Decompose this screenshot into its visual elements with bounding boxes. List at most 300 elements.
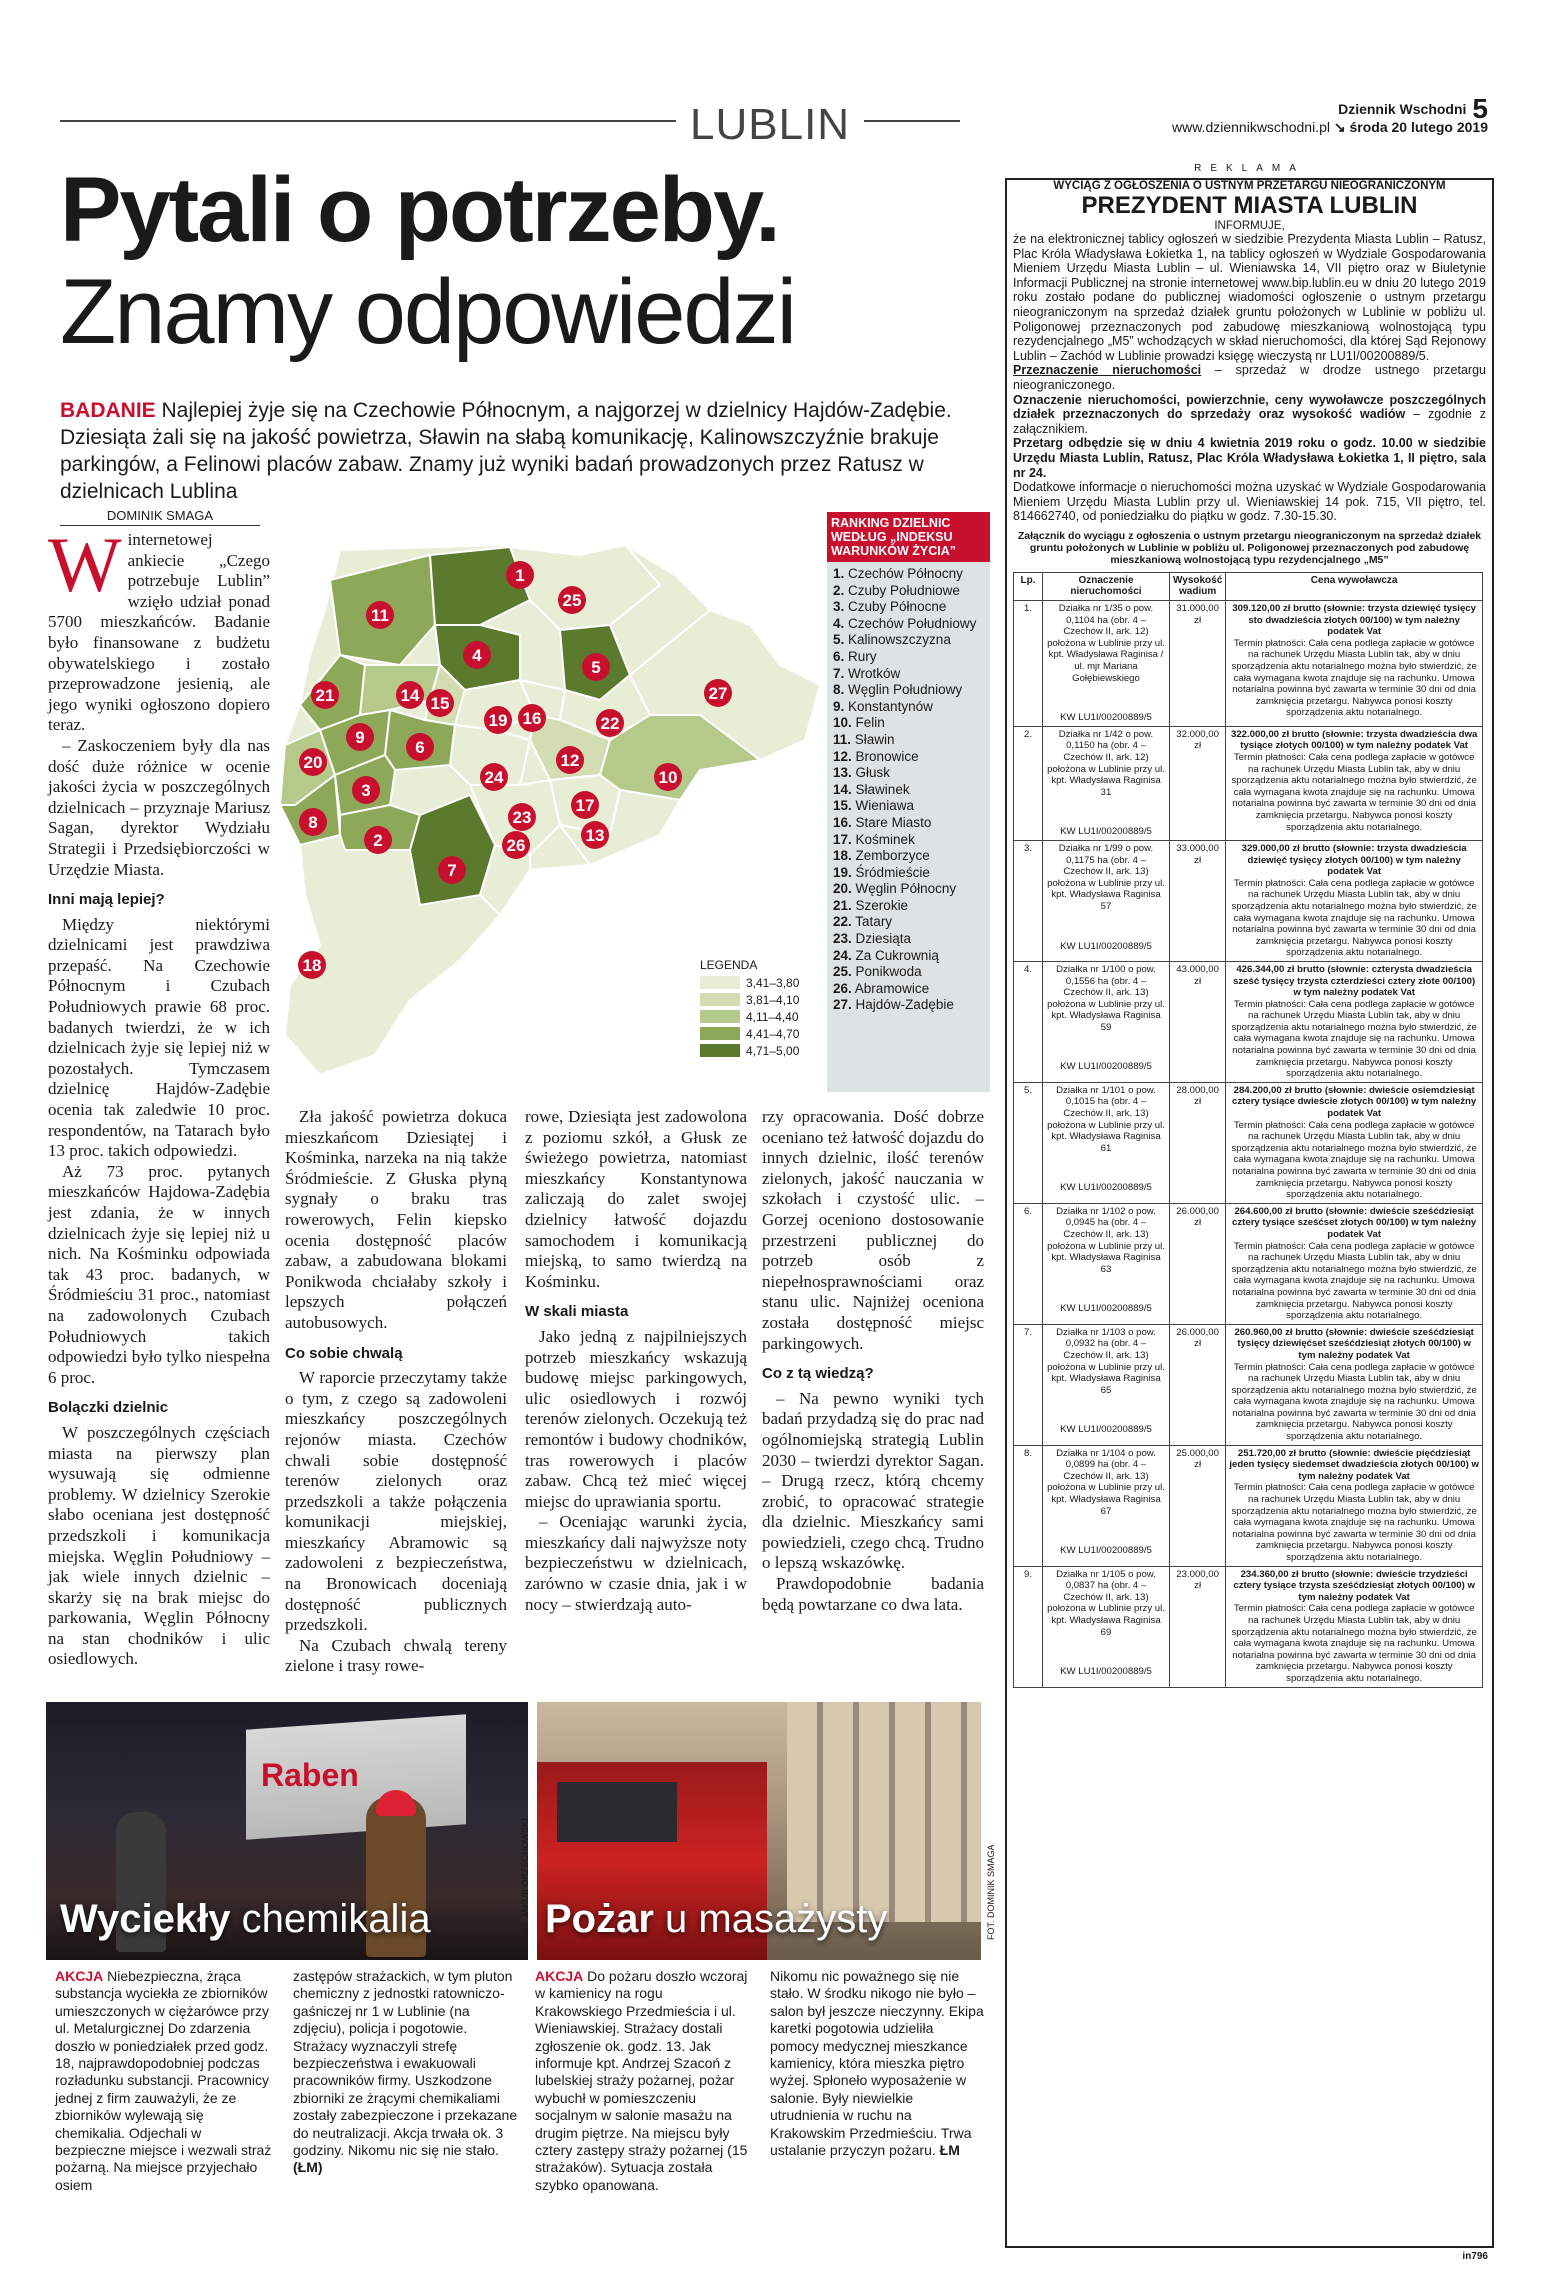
ranking-item xyxy=(833,914,990,931)
ranking-number: 7. xyxy=(833,665,845,681)
plot-kw: KW LU1I/00200889/5 xyxy=(1060,1061,1152,1073)
ranking-district: Kośminek xyxy=(855,831,915,847)
cell-cena xyxy=(1226,1445,1483,1566)
map-label-21: 21 xyxy=(315,686,335,705)
cell-cena xyxy=(1226,840,1483,961)
map-legend xyxy=(700,958,799,1059)
plot-kw: KW LU1I/00200889/5 xyxy=(1060,712,1152,724)
ranking-district: Hajdów-Zadębie xyxy=(855,997,954,1013)
plot-wadium: 31.000,00 zł xyxy=(1176,603,1219,626)
ranking-district: Szerokie xyxy=(855,897,909,913)
announcement-dodatkowe: Dodatkowe informacje o nieruchomości można uzyskać w Wydziale Gospodarowania Mieniem Urzędu Miasta Lublin przy ul. Wieniawskiej 14 pok. 715, VII piętro, tel. 814662740, od poniedziałku do piątku w godz. 7.30-15.30. xyxy=(1013,480,1486,524)
ranking-district: Sławin xyxy=(854,731,895,747)
cell-wadium xyxy=(1170,961,1226,1082)
ranking-item xyxy=(833,682,990,699)
ranking-number: 20. xyxy=(833,881,852,897)
ad-code: in796 xyxy=(1462,2251,1488,2262)
ranking-item xyxy=(833,832,990,849)
dropcap: W xyxy=(48,521,122,608)
ranking-number: 5. xyxy=(833,632,845,648)
photo-fire xyxy=(537,1702,981,1960)
photo2-credit: FOT. DOMINIK SMAGA xyxy=(986,1844,996,1940)
row-number: 5. xyxy=(1023,1084,1032,1096)
cell-wadium xyxy=(1170,1324,1226,1445)
map-label-6: 6 xyxy=(415,738,425,757)
table-row xyxy=(1014,1445,1483,1566)
ranking-district: Za Cukrownią xyxy=(855,947,939,963)
ranking-number: 2. xyxy=(833,582,845,598)
ranking-item xyxy=(833,749,990,766)
ranking-district: Węglin Północny xyxy=(855,881,957,897)
cell-opis xyxy=(1043,961,1170,1082)
brief1-text-a: Niebezpieczna, żrąca substancja wyciekła ze zbiorników umieszczonych w ciężarówce przy ul. Metalurgicznej Do zdarzenia doszło w poniedziałek przed godz. 18, najprawdopodobniej podczas rozładunku substancji. Pracownicy jednej z firm zauważyli, że ze zbiorników wylewają się chemikalia. Odjechali w bezpieczne miejsce i wezwali straż pożarną. Na miejsce przyjechało osiem xyxy=(55,1968,272,2193)
plot-kw: KW LU1I/00200889/5 xyxy=(1060,826,1152,838)
table-row xyxy=(1014,601,1483,727)
lead-text: Najlepiej żyje się na Czechowie Północnym, a najgorzej w dzielnicy Hajdów-Zadębie. Dziesiąta żali się na jakość powietrza, Sławin na słabą komunikację, Kalinowszczyźnie brakuje parkingów, a Felinowi placów zabaw. Znamy już wyniki badań prowadzonych przez Ratusz w dzielnicach Lublina xyxy=(60,399,952,503)
col1-paragraph-5: W poszczególnych częściach miasta na pierwszy plan wysuwają się odmienne problemy. W dzielnicy Szerokie słabo oceniana jest dostępność przedszkoli i komunikacja miejska. Węglin Południowy – jak wiele innych dzielnic – skarży się na brak miejsc do parkowania, Węglin Północny na stan chodników i ulic osiedlowych. xyxy=(48,1422,270,1669)
row-number: 1. xyxy=(1023,603,1032,615)
ranking-district: Kalinowszczyzna xyxy=(848,632,951,648)
table-row xyxy=(1014,1082,1483,1203)
plot-price: 251.720,00 zł brutto (słownie: dwieście pięćdziesiąt jeden tysięcy siedemset dwadzieścia złotych 00/100) w tym należny podatek Vat xyxy=(1229,1447,1479,1482)
ranking-number: 25. xyxy=(833,964,852,980)
map-label-13: 13 xyxy=(585,826,605,845)
cell-opis xyxy=(1043,1082,1170,1203)
plots-table-header xyxy=(1014,572,1483,600)
cell-wadium xyxy=(1170,726,1226,840)
table-row xyxy=(1014,1203,1483,1324)
ranking-number: 1. xyxy=(833,566,845,581)
plot-terms: Termin płatności: Cała cena podlega zapłacie w gotówce na rachunek Urzędu Miasta Lublin tak, aby w dniu sporządzenia aktu notarialnego można było stwierdzić, że cała wymagana kwota znajduje się na rachunku. Umowa notarialna powinna być zawarta w terminie 30 dni od dnia zamknięcia przetargu. Nabywca ponosi koszty sporządzenia aktu notarialnego. xyxy=(1231,877,1477,959)
ranking-item xyxy=(833,782,990,799)
photo1-credit: FOT. JAKUB ORZECHOWSKI xyxy=(520,1818,530,1940)
col3-paragraph-1: rowe, Dziesiąta jest zadowolona z poziomu szkół, a Głusk ze świeżego powietrza, natomiast mieszkańcy Konstantynowa zaliczają do zalet swojej dzielnicy łatwość dojazdu samochodem i komunikacją miejską, to samo twierdzą na Kośminku. xyxy=(525,1107,747,1291)
oznaczenie-label: Oznaczenie nieruchomości, powierzchnie, ceny wywoławcze poszczególnych działek przeznaczonych do sprzedaży oraz wysokość wadiów xyxy=(1013,392,1486,422)
ranking-number: 11. xyxy=(833,731,852,747)
th-lp: Lp. xyxy=(1014,572,1043,600)
building-facade xyxy=(787,1702,981,1922)
ranking-title: RANKING DZIELNIC WEDŁUG „INDEKSU WARUNKÓW ŻYCIA” xyxy=(827,512,990,562)
ranking-list xyxy=(833,566,990,1014)
plot-wadium: 33.000,00 zł xyxy=(1176,842,1219,866)
announcement-informuje: INFORMUJE, xyxy=(1214,220,1285,232)
ranking-number: 21. xyxy=(833,897,852,913)
legend-row xyxy=(700,1025,799,1042)
brief2-text-b: Nikomu nic poważnego się nie stało. W środku nikogo nie było – salon był jeszcze nieczynny. Ekipa karetki pogotowia udzieliła pomocy medycznej mieszkance kamienicy, która mieszka piętro wyżej. Spłoneło wyposażenie w salonie. Były niewielkie utrudnienia w ruchu na Krakowskim Przedmieściu. Trwa ustalanie przyczyn pożaru. xyxy=(770,1968,984,2159)
plot-terms: Termin płatności: Cała cena podlega zapłacie w gotówce na rachunek Urzędu Miasta Lublin tak, aby w dniu sporządzenia aktu notarialnego można było stwierdzić, że cała wymagana kwota znajduje się na rachunku. Umowa notarialna powinna być zawarta w terminie 30 dni od dnia zamknięcia przetargu. Nabywca ponosi koszty sporządzenia aktu notarialnego. xyxy=(1231,752,1477,833)
brief2-signature: ŁM xyxy=(939,2142,960,2159)
ranking-district: Dziesiąta xyxy=(855,931,912,947)
ranking-number: 10. xyxy=(833,715,852,731)
legend-label: 4,11–4,40 xyxy=(746,1009,799,1024)
brief-fire-b xyxy=(770,1968,985,2159)
page-number: 5 xyxy=(1472,93,1488,124)
map-label-20: 20 xyxy=(303,753,323,772)
plot-kw: KW LU1I/00200889/5 xyxy=(1060,940,1152,952)
cell-lp xyxy=(1014,1203,1043,1324)
cell-wadium xyxy=(1170,601,1226,727)
col3-paragraph-3: – Oceniając warunki życia, mieszkańcy dali najwyższe noty bezpieczeństwu w dzielnicach, zarówno w czasie dnia, jak i w nocy – stwierdzają auto- xyxy=(525,1512,747,1614)
col3-paragraph-2: Jako jedną z najpilniejszych potrzeb mieszkańcy wskazują budowę miejsc parkingowych, ulic osiedlowych i rozwój terenów zielonych. Oczekują też remontów i budowy chodników, tras rowerowych i placów zabaw. Chcą też mieć więcej miejsc do uprawiania sportu. xyxy=(525,1326,747,1511)
ranking-number: 9. xyxy=(833,698,845,714)
plot-wadium: 32.000,00 zł xyxy=(1176,728,1219,752)
map-label-14: 14 xyxy=(400,686,420,705)
ranking-district: Głusk xyxy=(855,765,891,781)
ranking-district: Czuby Północne xyxy=(848,599,947,615)
map-label-9: 9 xyxy=(355,728,365,747)
article-column-3 xyxy=(525,1107,747,1615)
map-label-16: 16 xyxy=(522,709,542,728)
ranking-number: 14. xyxy=(833,781,852,797)
plot-price: 284.200,00 zł brutto (słownie: dwieście osiemdziesiąt cztery tysiące dwieście złotych 00/100) w tym należny podatek Vat xyxy=(1232,1084,1477,1120)
col1-paragraph-2: – Zaskoczeniem były dla nas dość duże różnice w ocenie jakości życia w poszczególnych dzielnicach – przyznaje Mariusz Sagan, dyrektor Wydziału Strategii i Przedsiębiorczości w Urzędzie Miasta. xyxy=(48,735,270,879)
fire-truck-window xyxy=(557,1782,677,1842)
map-label-19: 19 xyxy=(488,711,508,730)
cell-lp xyxy=(1014,1445,1043,1566)
legend-swatch xyxy=(700,1027,740,1040)
ranking-district: Zemborzyce xyxy=(855,848,930,864)
ranking-district: Sławinek xyxy=(855,781,910,797)
cell-cena xyxy=(1226,961,1483,1082)
paper-name: Dziennik Wschodni xyxy=(1338,101,1467,117)
cell-wadium xyxy=(1170,840,1226,961)
ranking-item xyxy=(833,599,990,616)
plot-price: 309.120,00 zł brutto (słownie: trzysta dziewięć tysięcy sto dwadzieścia złotych 00/100) w tym należny podatek Vat xyxy=(1232,603,1476,638)
cell-lp xyxy=(1014,1566,1043,1687)
map-label-24: 24 xyxy=(484,768,504,787)
cell-cena xyxy=(1226,1082,1483,1203)
ranking-district: Czechów Północny xyxy=(848,566,963,581)
plot-terms: Termin płatności: Cała cena podlega zapłacie w gotówce na rachunek Urzędu Miasta Lublin tak, aby w dniu sporządzenia aktu notarialnego można było stwierdzić, że cała wymagana kwota znajduje się na rachunku. Umowa notarialna powinna być zawarta w terminie 30 dni od dnia zamknięcia przetargu. Nabywca ponosi koszty sporządzenia aktu notarialnego. xyxy=(1231,1119,1477,1201)
map-label-7: 7 xyxy=(447,861,457,880)
cell-lp xyxy=(1014,726,1043,840)
ranking-item xyxy=(833,616,990,633)
ranking-item xyxy=(833,881,990,898)
legend-label: 4,71–5,00 xyxy=(746,1043,800,1058)
ranking-item xyxy=(833,765,990,782)
brief1-text-b: zastępów strażackich, w tym pluton chemiczny z jednostki ratowniczo-gaśniczej nr 1 w Lublinie (na zdjęciu), policja i pogotowie. Strażacy wyznaczyli strefę bezpieczeństwa i ewakuowali pracowników firmy. Uszkodzone zbiorniki ze żrącymi chemikaliami zostały zabezpieczone i przekazane do neutralizacji. Akcja trwała ok. 3 godziny. Nikomu nic się nie stało. xyxy=(293,1968,518,2159)
ranking-district: Stare Miasto xyxy=(855,814,932,830)
ranking-number: 3. xyxy=(833,599,845,615)
oznaczenie-text: – zgodnie z załącznikiem. xyxy=(1013,407,1486,436)
ranking-number: 16. xyxy=(833,814,852,830)
legend-title: LEGENDA xyxy=(700,958,758,972)
plot-terms: Termin płatności: Cała cena podlega zapłacie w gotówce na rachunek Urzędu Miasta Lublin tak, aby w dniu sporządzenia aktu notarialnego można było stwierdzić, że cała wymagana kwota znajduje się na rachunku. Umowa notarialna powinna być zawarta w terminie 30 dni od dnia zamknięcia przetargu. Nabywca ponosi koszty sporządzenia aktu notarialnego. xyxy=(1231,998,1477,1080)
map-label-5: 5 xyxy=(591,658,601,677)
ranking-item xyxy=(833,566,990,583)
map-label-10: 10 xyxy=(658,768,678,787)
announcement-przetarg: Przetarg odbędzie się w dniu 4 kwietnia 2019 roku o godz. 10.00 w siedzibie Urzędu Miasta Lublin, Ratusz, Plac Króla Władysława Łokietka 1, II piętro, sala nr 24. xyxy=(1013,436,1486,480)
cell-cena xyxy=(1226,726,1483,840)
ranking-item xyxy=(833,948,990,965)
photo2-caption-bold: Pożar xyxy=(545,1897,654,1941)
map-label-18: 18 xyxy=(302,956,322,975)
legend-label: 3,41–3,80 xyxy=(746,975,800,990)
cell-cena xyxy=(1226,601,1483,727)
plot-description: Działka nr 1/102 o pow. 0,0945 ha (obr. 4 – Czechów II, ark. 13) położona w Lublinie przy ul. kpt. Władysława Raginisa 63 xyxy=(1047,1205,1165,1275)
row-number: 2. xyxy=(1023,728,1032,740)
ranking-number: 18. xyxy=(833,848,852,864)
plot-wadium: 25.000,00 zł xyxy=(1176,1447,1219,1471)
col2-paragraph-2: W raporcie przeczytamy także o tym, z czego są zadowoleni mieszkańcy poszczególnych rejonów miasta. Czechów chwali sobie dostępność terenów zielonych oraz przedszkoli a także połączenia komunikacji miejskiej, mieszkańcy Abramowic są zadowoleni z bezpieczeństwa, na Bronowicach doceniają dostępność publicznych przedszkoli. xyxy=(285,1368,507,1635)
announcement-przeznaczenie xyxy=(1013,363,1486,392)
cell-cena xyxy=(1226,1566,1483,1687)
plot-kw: KW LU1I/00200889/5 xyxy=(1060,1424,1152,1436)
cell-lp xyxy=(1014,961,1043,1082)
ranking-district: Abramowice xyxy=(854,980,930,996)
plot-wadium: 26.000,00 zł xyxy=(1176,1326,1219,1350)
map-label-15: 15 xyxy=(430,694,450,713)
row-number: 9. xyxy=(1023,1568,1032,1580)
col2-paragraph-3: Na Czubach chwalą tereny zielone i trasy rowe- xyxy=(285,1635,507,1676)
ranking-number: 13. xyxy=(833,765,852,781)
cell-cena xyxy=(1226,1324,1483,1445)
ranking-number: 26. xyxy=(833,980,852,996)
cell-wadium xyxy=(1170,1082,1226,1203)
ranking-district: Wieniawa xyxy=(855,798,915,814)
legend-swatch xyxy=(700,1044,740,1057)
plot-description: Działka nr 1/105 o pow. 0,0837 ha (obr. 4 – Czechów II, ark. 13) położona w Lublinie przy ul. kpt. Władysława Raginisa 69 xyxy=(1047,1568,1165,1638)
article-column-1 xyxy=(48,521,270,1670)
cell-opis xyxy=(1043,726,1170,840)
row-number: 4. xyxy=(1023,963,1032,975)
ranking-item xyxy=(833,931,990,948)
ranking-number: 19. xyxy=(833,864,852,880)
brief-chemicals-b xyxy=(293,1968,518,2177)
issue-date: środa 20 lutego 2019 xyxy=(1349,119,1488,135)
map-label-25: 25 xyxy=(562,591,582,610)
plot-terms: Termin płatności: Cała cena podlega zapłacie w gotówce na rachunek Urzędu Miasta Lublin tak, aby w dniu sporządzenia aktu notarialnego można było stwierdzić, że cała wymagana kwota znajduje się na rachunku. Umowa notarialna powinna być zawarta w terminie 30 dni od dnia zamknięcia przetargu. Nabywca ponosi koszty sporządzenia aktu notarialnego. xyxy=(1231,1240,1477,1322)
plot-terms: Termin płatności: Cała cena podlega zapłacie w gotówce na rachunek Urzędu Miasta Lublin tak, aby w dniu sporządzenia aktu notarialnego można było stwierdzić, że cała wymagana kwota znajduje się na rachunku. Umowa notarialna powinna być zawarta w terminie 30 dni od dnia zamknięcia przetargu. Nabywca ponosi koszty sporządzenia aktu notarialnego. xyxy=(1231,637,1477,719)
table-row xyxy=(1014,1324,1483,1445)
brief2-keyword: AKCJA xyxy=(535,1968,584,1984)
legend-row xyxy=(700,974,799,991)
cell-opis xyxy=(1043,1445,1170,1566)
table-row xyxy=(1014,961,1483,1082)
ranking-item xyxy=(833,815,990,832)
plot-price: 264.600,00 zł brutto (słownie: dwieście sześćdziesiąt cztery tysiące sześćset złotych 00/100) w tym należny podatek Vat xyxy=(1232,1205,1477,1240)
col1-paragraph-3: Między niektórymi dzielnicami jest prawdziwa przepaść. Na Czechowie Północnym i Czubach Południowych prawie 68 proc. badanych twierdzi, że w ich dzielnicach żyje się lepiej niż w pozostałych. Tymczasem dzielnicę Hajdów-Zadębie ocenia tak zaledwie 10 proc. respondentów, na Tatarach było 13 proc. takich odpowiedzi. xyxy=(48,914,270,1161)
ranking-number: 12. xyxy=(833,748,852,764)
cell-wadium xyxy=(1170,1566,1226,1687)
col1-paragraph-4: Aż 73 proc. pytanych mieszkańców Hajdowa-Zadębia jest zdania, że w innych dzielnicach żyje się lepiej niż u nich. Na Kośminku odpowiada tak 43 proc. badanych, w Śródmieściu 31 proc., natomiast na zadowolonych Czubach Południowych takich odpowiedzi było tylko niespełna 6 proc. xyxy=(48,1161,270,1387)
ranking-item xyxy=(833,848,990,865)
col2-paragraph-1: Zła jakość powietrza dokuca mieszkańcom Dziesiątej i Kośminka, narzeka na nią także Śródmieście. Z Głuska płyną sygnały o braku tras rowerowych, Felin kiepsko ocenia dostępność placów zabaw, a zabudowana blokami Ponikwoda chciałaby szkoły i lepszych połączeń autobusowych. xyxy=(285,1107,507,1332)
subhead-co-sobie: Co sobie chwalą xyxy=(285,1344,403,1362)
table-row xyxy=(1014,726,1483,840)
legend-row xyxy=(700,1042,799,1059)
headline-line2: Znamy odpowiedzi xyxy=(60,261,796,363)
legend-row xyxy=(700,991,799,1008)
plot-kw: KW LU1I/00200889/5 xyxy=(1060,1182,1152,1194)
announcement-oznaczenie xyxy=(1013,393,1486,437)
plot-price: 426.344,00 zł brutto (słownie: czterysta dwadzieścia sześć tysięcy trzysta czterdzieści cztery złote 00/100) w tym należny podatek Vat xyxy=(1233,963,1476,999)
ranking-item xyxy=(833,632,990,649)
map-label-17: 17 xyxy=(575,796,595,815)
cell-lp xyxy=(1014,840,1043,961)
subhead-co-z-ta: Co z tą wiedzą? xyxy=(762,1365,874,1383)
ranking-item xyxy=(833,715,990,732)
plot-description: Działka nr 1/100 o pow. 0,1556 ha (obr. 4 – Czechów II, ark. 13) położona w Lublinie przy ul. kpt. Władysława Raginisa 59 xyxy=(1047,963,1165,1033)
ranking-number: 24. xyxy=(833,947,852,963)
announcement-body: że na elektronicznej tablicy ogłoszeń w siedzibie Prezydenta Miasta Lublin – Ratusz, Plac Króla Władysława Łokietka 1, na tablicy ogłoszeń w Wydziale Gospodarowania Mieniem Urzędu Miasta Lublin – ul. Wieniawska 14, VII piętro oraz w Biuletynie Informacji Publicznej na stronie internetowej www.bip.lublin.eu w dniu 20 lutego 2019 roku zostało podane do publicznej wiadomości ogłoszenie o ustnym przetargu nieograniczonym na sprzedaż działek gruntu położonych w Lublinie w pobliżu ul. Poligonowej przeznaczonych pod zabudowę mieszkaniową wolnostojącą typu rezydencjalnego „M5” wchodzących w skład nieruchomości, dla której Sąd Rejonowy Lublin – Zachód w Lublinie prowadzi księgę wieczystą nr LU1I/00200889/5. xyxy=(1013,232,1486,363)
byline: DOMINIK SMAGA xyxy=(60,508,260,526)
photo1-caption-rest: chemikalia xyxy=(230,1897,431,1941)
th-opis: Oznaczenie nieruchomości xyxy=(1043,572,1170,600)
cell-wadium xyxy=(1170,1445,1226,1566)
ranking-item xyxy=(833,649,990,666)
row-number: 3. xyxy=(1023,842,1032,854)
plot-terms: Termin płatności: Cała cena podlega zapłacie w gotówce na rachunek Urzędu Miasta Lublin tak, aby w dniu sporządzenia aktu notarialnego można było stwierdzić, że cała wymagana kwota znajduje się na rachunku. Umowa notarialna powinna być zawarta w terminie 30 dni od dnia zamknięcia przetargu. Nabywca ponosi koszty sporządzenia aktu notarialnego. xyxy=(1231,1361,1477,1443)
ranking-district: Węglin Południowy xyxy=(848,682,963,698)
article-lead xyxy=(60,397,965,505)
map-label-3: 3 xyxy=(361,781,371,800)
col4-paragraph-1: rzy opracowania. Dość dobrze oceniano też łatwość dojazdu do innych dzielnic, ilość terenów zielonych, jakość nauczania w szkołach i czystość ulic. – Gorzej oceniono dostosowanie przestrzeni publicznej do potrzeb osób z niepełnosprawnościami oraz stanu ulic. Najniżej oceniona została dostępność miejsc parkingowych. xyxy=(762,1107,984,1353)
ranking-district: Wrotków xyxy=(848,665,901,681)
ranking-item xyxy=(833,898,990,915)
brief1-signature: (ŁM) xyxy=(293,2159,323,2176)
ranking-item xyxy=(833,997,990,1014)
ranking-item xyxy=(833,699,990,716)
table-row xyxy=(1014,840,1483,961)
article-column-2 xyxy=(285,1107,507,1677)
ranking-number: 22. xyxy=(833,914,852,930)
plot-terms: Termin płatności: Cała cena podlega zapłacie w gotówce na rachunek Urzędu Miasta Lublin tak, aby w dniu sporządzenia aktu notarialnego można było stwierdzić, że cała wymagana kwota znajduje się na rachunku. Umowa notarialna powinna być zawarta w terminie 30 dni od dnia zamknięcia przetargu. Nabywca ponosi koszty sporządzenia aktu notarialnego. xyxy=(1231,1603,1477,1684)
plot-description: Działka nr 1/42 o pow. 0,1150 ha (obr. 4 – Czechów II, ark. 12) położona w Lublinie przy ul. kpt. Władysława Raginisa 31 xyxy=(1047,728,1165,798)
plot-kw: KW LU1I/00200889/5 xyxy=(1060,1666,1152,1678)
subhead-inni: Inni mają lepiej? xyxy=(48,891,165,909)
ranking-item xyxy=(833,865,990,882)
cell-lp xyxy=(1014,601,1043,727)
map-label-11: 11 xyxy=(371,606,389,625)
truck-logo: Raben xyxy=(261,1757,359,1793)
plot-kw: KW LU1I/00200889/5 xyxy=(1060,1303,1152,1315)
row-number: 6. xyxy=(1023,1205,1032,1217)
row-number: 8. xyxy=(1023,1447,1032,1459)
map-label-22: 22 xyxy=(600,714,620,733)
plot-price: 322.000,00 zł brutto (słownie: trzysta dwadzieścia dwa tysiące złotych 00/100) w tym należny podatek Vat xyxy=(1230,728,1478,752)
brief-chemicals-a xyxy=(55,1968,275,2194)
cell-opis xyxy=(1043,1203,1170,1324)
ranking-item xyxy=(833,798,990,815)
cell-lp xyxy=(1014,1324,1043,1445)
plot-price: 234.360,00 zł brutto (słownie: dwieście trzydzieści cztery tysiące trzysta sześćdziesiąt złotych 00/100) w tym należny podatek Vat xyxy=(1233,1568,1475,1603)
map-label-2: 2 xyxy=(373,831,383,850)
ranking-district: Bronowice xyxy=(855,748,919,764)
brief-fire-a xyxy=(535,1968,750,2194)
ranking-district: Ponikwoda xyxy=(855,964,922,980)
paper-masthead xyxy=(1172,93,1488,136)
headline-line1: Pytali o potrzeby. xyxy=(60,159,779,261)
table-row xyxy=(1014,1566,1483,1687)
ranking-number: 6. xyxy=(833,648,845,664)
ranking-district: Rury xyxy=(848,648,877,664)
photo2-caption xyxy=(545,1897,887,1942)
legend-swatch xyxy=(700,993,740,1006)
legend-swatch xyxy=(700,1010,740,1023)
ranking-number: 15. xyxy=(833,798,852,814)
ranking-district: Czuby Południowe xyxy=(848,582,960,598)
ranking-district: Tatary xyxy=(855,914,893,930)
col4-paragraph-3: Prawdopodobnie badania będą powtarzane co dwa lata. xyxy=(762,1574,984,1614)
map-label-26: 26 xyxy=(506,836,526,855)
brief1-keyword: AKCJA xyxy=(55,1968,104,1984)
th-cena: Cena wywoławcza xyxy=(1226,572,1483,600)
map-label-12: 12 xyxy=(560,751,580,770)
ranking-item xyxy=(833,964,990,981)
plot-description: Działka nr 1/99 o pow. 0,1175 ha (obr. 4 – Czechów II, ark. 13) położona w Lublinie przy ul. kpt. Władysława Raginisa 57 xyxy=(1047,842,1165,912)
cell-lp xyxy=(1014,1082,1043,1203)
map-label-4: 4 xyxy=(472,646,482,665)
ranking-item xyxy=(833,981,990,998)
map-label-1: 1 xyxy=(515,566,525,585)
ranking-district: Felin xyxy=(855,715,885,731)
legend-label: 4,41–4,70 xyxy=(746,1026,800,1041)
map-label-23: 23 xyxy=(512,808,532,827)
cell-opis xyxy=(1043,840,1170,961)
brief2-text-a: Do pożaru doszło wczoraj w kamienicy na rogu Krakowskiego Przedmieścia i ul. Wieniawskiej. Strażacy dostali zgłoszenie ok. godz. 13. Jak informuje kpt. Andrzej Szacoń z lubelskiej straży pożarnej, pożar wybuchł w pomieszczeniu socjalnym w salonie masażu na drugim piętrze. Na miejscu były cztery zastępy straży pożarnej (15 strażaków). Sytuacja została szybko opanowana. xyxy=(535,1968,748,2193)
section-title: LUBLIN xyxy=(676,100,864,150)
plot-price: 329.000,00 zł brutto (słownie: trzysta dwadzieścia dziewięć tysięcy złotych 00/100) w tym należny podatek Vat xyxy=(1241,842,1467,878)
row-number: 7. xyxy=(1023,1326,1032,1338)
legend-swatch xyxy=(700,976,740,989)
legend-row xyxy=(700,1008,799,1025)
przeznaczenie-label: Przeznaczenie nieruchomości xyxy=(1013,363,1202,378)
arrow-icon: ↘ xyxy=(1333,119,1346,135)
lead-keyword: BADANIE xyxy=(60,399,156,422)
ranking-number: 23. xyxy=(833,931,852,947)
map-label-8: 8 xyxy=(308,813,318,832)
przeznaczenie-text: – sprzedaż w drodze ustnego przetargu nieograniczonego. xyxy=(1013,363,1486,392)
ranking-item xyxy=(833,732,990,749)
plot-description: Działka nr 1/104 o pow. 0,0899 ha (obr. 4 – Czechów II, ark. 13) położona w Lublinie przy ul. kpt. Władysława Raginisa 67 xyxy=(1047,1447,1165,1517)
plot-wadium: 26.000,00 zł xyxy=(1176,1205,1219,1229)
plot-description: Działka nr 1/35 o pow. 0,1104 ha (obr. 4 – Czechów II, ark. 12) położona w Lublinie przy ul. kpt. Władysława Raginisa / ul. mjr Mariana Gołębiewskiego xyxy=(1047,603,1165,684)
plot-kw: KW LU1I/00200889/5 xyxy=(1060,1545,1152,1557)
ranking-district: Czechów Południowy xyxy=(848,615,977,631)
cell-opis xyxy=(1043,1566,1170,1687)
announcement-zalacznik: Załącznik do wyciągu z ogłoszenia o ustnym przetargu nieograniczonym na sprzedaż działek gruntu położonych w Lublinie w pobliżu ul. Poligonowej przeznaczonych pod zabudowę mieszkaniową wolnostojącą typu rezydencjalnego „M5” xyxy=(1017,529,1482,566)
ranking-number: 17. xyxy=(833,831,852,847)
col4-paragraph-2: – Na pewno wyniki tych badań przydadzą się do prac nad ogólnomiejską strategią Lublin 2030 – twierdzi dyrektor Sagan. – Drugą rzecz, którą chcemy zrobić, to opracować strategie dla dzielnic. Mieszkańcy sami powiedzieli, czego chcą. Trudno o lepszą wskazówkę. xyxy=(762,1388,984,1573)
plot-wadium: 43.000,00 zł xyxy=(1176,963,1219,987)
subhead-bolaczki: Bolączki dzielnic xyxy=(48,1399,169,1417)
ranking-district: Konstantynów xyxy=(848,698,933,714)
ranking-number: 4. xyxy=(833,615,845,631)
announcement-title-small: WYCIĄG Z OGŁOSZENIA O USTNYM PRZETARGU NIEOGRANICZONYM xyxy=(1053,180,1446,192)
ranking-number: 27. xyxy=(833,997,852,1013)
plot-price: 260.960,00 zł brutto (słownie: dwieście sześćdziesiąt tysięcy dziewięćset sześćdziesiąt złotych 00/100) w tym należny podatek Vat xyxy=(1234,1326,1474,1361)
plot-description: Działka nr 1/101 o pow. 0,1015 ha (obr. 4 – Czechów II, ark. 13) położona w Lublinie przy ul. kpt. Władysława Raginisa 61 xyxy=(1047,1084,1165,1154)
reklama-label: REKLAMA xyxy=(1194,163,1305,174)
ranking-district: Śródmieście xyxy=(855,864,930,880)
photo1-caption xyxy=(60,1897,431,1942)
cell-opis xyxy=(1043,1324,1170,1445)
th-wadium: Wysokość wadium xyxy=(1170,572,1226,600)
plot-terms: Termin płatności: Cała cena podlega zapłacie w gotówce na rachunek Urzędu Miasta Lublin tak, aby w dniu sporządzenia aktu notarialnego można było stwierdzić, że cała wymagana kwota znajduje się na rachunku. Umowa notarialna powinna być zawarta w terminie 30 dni od dnia zamknięcia przetargu. Nabywca ponosi koszty sporządzenia aktu notarialnego. xyxy=(1231,1482,1477,1563)
announcement-title: PREZYDENT MIASTA LUBLIN xyxy=(1081,192,1418,219)
plot-description: Działka nr 1/103 o pow. 0,0932 ha (obr. 4 – Czechów II, ark. 13) położona w Lublinie przy ul. kpt. Władysława Raginisa 65 xyxy=(1047,1326,1165,1396)
cell-cena xyxy=(1226,1203,1483,1324)
ranking-item xyxy=(833,583,990,600)
ranking-item xyxy=(833,666,990,683)
article-column-4 xyxy=(762,1107,984,1615)
plot-wadium: 28.000,00 zł xyxy=(1176,1084,1219,1108)
website-link[interactable]: www.dziennikwschodni.pl xyxy=(1172,119,1330,135)
subhead-w-skali: W skali miasta xyxy=(525,1303,629,1321)
photo-chemicals xyxy=(46,1702,528,1960)
col1-paragraph-1: internetowej ankiecie „Czego potrzebuje Lublin” wzięło udział ponad 5700 mieszkańców. Badanie było finansowane z budżetu obywatelskiego i zostało przeprowadzone jesienią, ale jego wyniki ogłoszono dopiero teraz. xyxy=(48,530,270,735)
